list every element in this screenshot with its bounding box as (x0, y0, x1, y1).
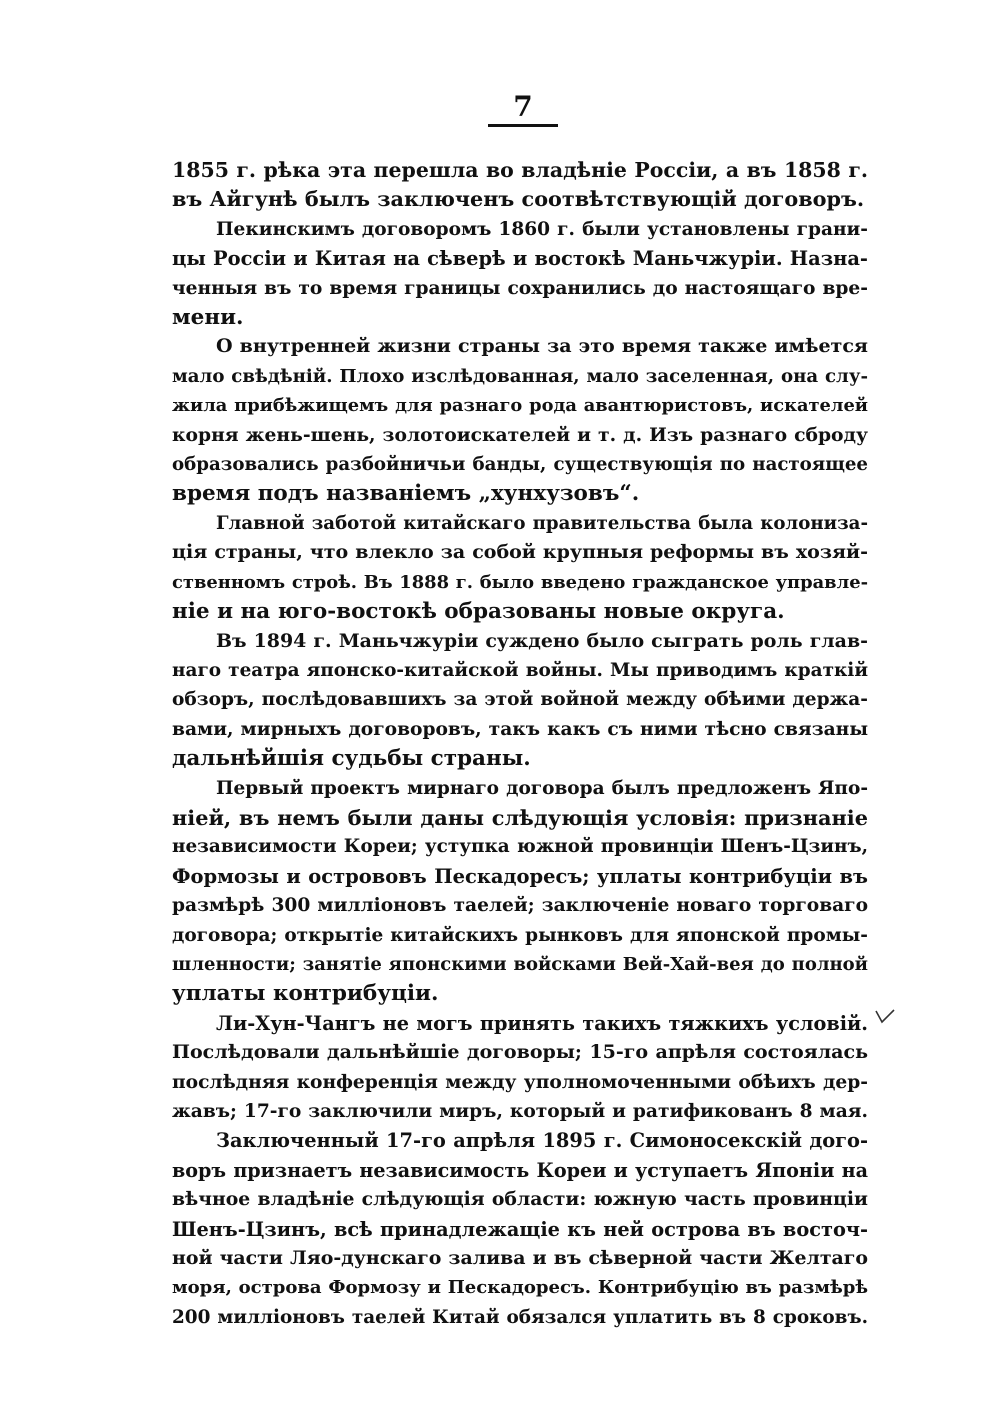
text-line: 1855 г. рѣка эта перешла во владѣніе Россіи, а въ 1858 г. (172, 158, 868, 182)
text-line: время подъ названіемъ „хунхузовъ“. (172, 481, 640, 507)
text-line: обзоръ, послѣдовавшихъ за этой войной между обѣими держа- (172, 689, 868, 711)
text-line: ція страны, что влекло за собой крупныя реформы въ хозяй- (172, 541, 868, 564)
text-line: вами, мирныхъ договоровъ, такъ какъ съ ними тѣсно связаны (172, 717, 868, 740)
text-line: наго театра японско-китайской войны. Мы приводимъ краткій (172, 659, 868, 681)
text-line: Формозы и острововъ Пескадоресъ; уплаты контрибуціи въ (172, 864, 868, 888)
text-line: жавъ; 17-го заключили миръ, который и ратификованъ 8 мая. (172, 1101, 868, 1122)
text-line: образовались разбойничьи банды, существующія по настоящее (172, 454, 868, 476)
text-line: ченныя въ то время границы сохранились до настоящаго вре- (172, 276, 868, 299)
text-line: корня жень-шень, золотоискателей и т. д. Изъ разнаго сброду (172, 423, 868, 446)
text-line: Первый проектъ мирнаго договора былъ предложенъ Япо- (216, 777, 868, 799)
text-line: воръ признаетъ независимость Кореи и уступаетъ Японіи на (172, 1158, 868, 1182)
text-line: шленности; занятіе японскими войсками Вей-Хай-вея до полной (172, 953, 868, 975)
text-line: ніе и на юго-востокѣ образованы новые округа. (172, 599, 785, 625)
text-line: послѣдняя конференція между уполномоченными обѣихъ дер- (172, 1070, 868, 1093)
page-number: 7 (513, 90, 533, 123)
text-line: ственномъ строѣ. Въ 1888 г. было введено гражданское управле- (172, 571, 868, 593)
text-line: О внутренней жизни страны за это время также имѣется (216, 335, 868, 358)
text-line: цы Россіи и Китая на сѣверѣ и востокѣ Маньчжуріи. Назна- (172, 247, 868, 271)
body-text (172, 156, 868, 1332)
text-line: договора; открытіе китайскихъ рынковъ для японской промы- (172, 924, 868, 946)
text-line: уплаты контрибуціи. (172, 981, 439, 1007)
text-line: Пекинскимъ договоромъ 1860 г. были установлены грани- (216, 218, 868, 240)
text-line: Ли-Хун-Чангъ не могъ принять такихъ тяжкихъ условій. (216, 1011, 868, 1035)
text-line: въ Айгунѣ былъ заключенъ соотвѣтствующій договоръ. (172, 187, 865, 212)
text-line: независимости Кореи; уступка южной провинціи Шенъ-Цзинъ, (172, 836, 868, 858)
text-line: мало свѣдѣній. Плохо изслѣдованная, мало заселенная, она слу- (172, 365, 868, 387)
text-line: ной части Ляо-дунскаго залива и въ сѣверной части Желтаго (172, 1247, 868, 1270)
text-line: дальнѣйшія судьбы страны. (172, 746, 531, 772)
text-line: размѣрѣ 300 милліоновъ таелей; заключеніе новаго торговаго (172, 895, 868, 917)
text-line: Заключенный 17-го апрѣля 1895 г. Симоносекскій дого- (216, 1129, 868, 1153)
margin-pencil-mark (874, 1008, 896, 1032)
text-line: Въ 1894 г. Маньчжуріи суждено было сыграть роль глав- (216, 629, 868, 652)
text-line: мени. (172, 305, 244, 331)
text-line: вѣчное владѣніе слѣдующія области: южную часть провинціи (172, 1188, 868, 1211)
page-number-rule (488, 124, 558, 127)
text-line: Главной заботой китайскаго правительства была колониза- (216, 512, 868, 534)
text-line: Шенъ-Цзинъ, всѣ принадлежащіе къ ней острова въ восточ- (172, 1217, 868, 1241)
text-line: моря, острова Формозу и Пескадоресъ. Контрибуцію въ размѣрѣ (172, 1277, 868, 1299)
text-line: 200 милліоновъ таелей Китай обязался уплатить въ 8 сроковъ. (172, 1306, 868, 1328)
text-line: ніей, въ немъ были даны слѣдующія условія: признаніе (172, 804, 868, 830)
text-line: Послѣдовали дальнѣйшіе договоры; 15-го апрѣля состоялась (172, 1041, 868, 1064)
text-line: жила прибѣжищемъ для разнаго рода авантюристовъ, искателей (172, 395, 868, 417)
